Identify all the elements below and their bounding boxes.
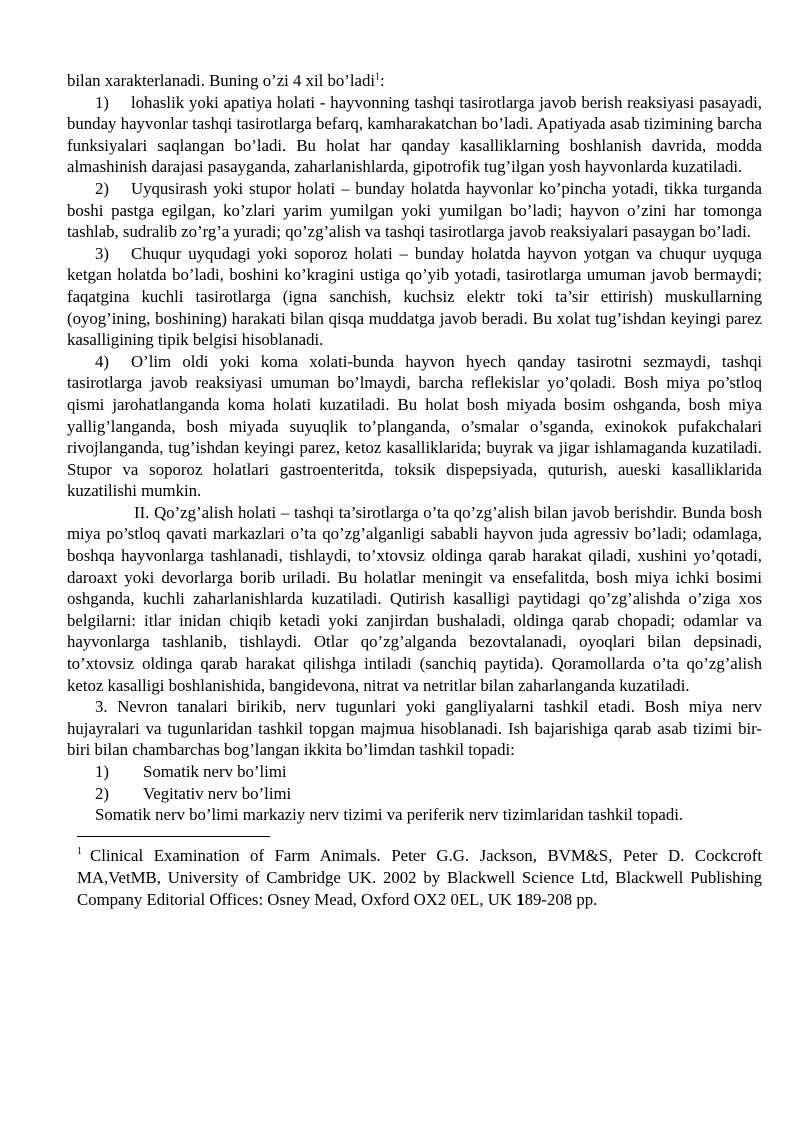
section-3-paragraph: 3. Nevron tanalari birikib, nerv tugunlari yoki gangliyalarni tashkil etadi. Bosh miya nerv hujayralari va tugunlaridan tashkil topgan majmua hisoblanadi. Ish bajarishiga qarab asab tizimi bir-biri bilan chambarchas bog’langan ikkita bo’limdan tashkil topadi:	[67, 697, 762, 760]
list-item-text: O’lim oldi yoki koma xolati-bunda hayvon hyech qanday tasirotni sezmaydi, tashqi tasirotlarga javob reaksiyasi umuman bo’lmaydi, barcha reflekislar yo’qoladi. Bosh miya po’stloq qismi jarohatlanganda koma holati kuzatiladi. Bu holat bosh miyada bosim oshganda, bosh miya yallig’langanda, bosh miyada suyuqlik to’planganda, o’smalar o’sganda, exinokok pufakchalari rivojlanganda, tug’ishdan keyingi parez, ketoz kasalliklarida; buyrak va jigar ishlamaganda kuzatiladi. Stupor va soporoz holatlari gastroenteritda, toksik dispepsiyada, quturish, aueski kasalliklarida kuzatilishi mumkin.	[67, 351, 762, 501]
footnote-reference[interactable]: 1	[375, 71, 381, 83]
list-item-text: Uyqusirash yoki stupor holati – bunday holatda hayvonlar ko’pincha yotadi, tikka turganda boshi pastga egilgan, ko’zlari yarim yumilgan yoki yumilgan bo’ladi; hayvon o’zini har tomonga tashlab, sudralib zo’rg’a yuradi; qo’zg’alish va tashqi tasirotlarga javob reaksiyalari pasaygan bo’ladi.	[67, 178, 762, 242]
division-number: 1)	[95, 762, 109, 781]
footnote-pages-bold: 1	[516, 889, 525, 909]
intro-line	[67, 70, 762, 92]
division-text: Vegitativ nerv bo’limi	[143, 783, 292, 803]
division-item	[67, 783, 762, 805]
division-number: 2)	[95, 783, 109, 803]
division-item	[67, 761, 762, 783]
footnote-pages: 89-208 pp.	[524, 889, 598, 909]
footnote	[77, 845, 762, 911]
list-item	[67, 243, 762, 351]
list-item-number: 2)	[95, 178, 109, 198]
intro-text: bilan xarakterlanadi. Buning o’zi 4 xil bo’ladi	[67, 71, 376, 90]
list-item-text: Chuqur uyqudagi yoki soporoz holati – bunday holatda hayvon yotgan va chuqur uyquga ketgan holatda bo’ladi, boshini ko’kragini ustiga qo’yib yotadi, tasirotlarga umuman javob bermaydi; faqatgina kuchli tasirotlarga (igna sanchish, kuchsiz elektr toki ta’sir ettirish) muskullarning (oyog’ining, boshining) harakati bilan qisqa muddatga javob beradi. Bu xolat tug’ishdan keyingi parez kasalligining tipik belgisi hisoblanadi.	[67, 243, 762, 350]
footnote-divider	[77, 836, 270, 837]
list-item	[67, 351, 762, 502]
list-item-text: lohaslik yoki apatiya holati - hayvonning tashqi tasirotlarga javob berish reaksiyasi pasayadi, bunday hayvonlar tashqi tasirotlarga befarq, kamharakatchan bo’ladi. Apatiyada asab tizimining barcha funksiyalari saqlangan bo’ladi. Bu holat har qanday kasalliklarning boshlanish davrida, modda almashinish darajasi pasayganda, zaharlanishlarda, gipotrofik tug’ilgan yosh hayvonlarda kuzatiladi.	[67, 92, 762, 177]
list-item	[67, 92, 762, 178]
footnote-text: Clinical Examination of Farm Animals. Peter G.G. Jackson, BVM&S, Peter D. Cockcroft MA,VetMB, University of Cambridge UK. 2002 by Blackwell Science Ltd, Blackwell Publishing Company Editorial Offices: Osney Mead, Oxford OX2 0EL, UK	[77, 845, 762, 909]
section-ii-paragraph: II. Qo’zg’alish holati – tashqi ta’sirotlarga o’ta qo’zg’alish bilan javob berishdir. Bunda bosh miya po’stloq qavati markazlari o’ta qo’zg’alganligi sababli hayvon juda agressiv bo’ladi; odamlaga, boshqa hayvonlarga tashlanadi, tishlaydi, to’xtovsiz oldinga qarab harakat qiladi, xushini yo’qotadi, daroaxt yoki devorlarga borib uriladi. Bu holatlar meningit va ensefalitda, bosh miya ichki bosimi oshganda, kuchli zaharlanishlarda kuzatiladi. Qutirish kasalligi paytidagi qo’zg’alishda o’ziga xos belgilarni: itlar inidan chiqib ketadi yoki zanjirdan bushaladi, oldinga qarab chopadi; odamlar va hayvonlarga tashlanib, tishlaydi. Otlar qo’zg’alganda bezovtalanadi, oyoqlari bilan depsinadi, to’xtovsiz oldinga qarab harakat qilishga intiladi (sanchiq paytida). Qoramollarda o’ta qo’zg’alish ketoz kasalligi boshlanishida, bangidevona, nitrat va netritlar bilan zaharlanganda kuzatiladi.	[67, 502, 762, 695]
list-item-number: 4)	[95, 351, 109, 371]
footnote-mark: 1	[77, 846, 82, 858]
list-item-number: 3)	[95, 243, 109, 263]
list-item	[67, 178, 762, 243]
division-text: Somatik nerv bo’limi	[143, 762, 287, 781]
intro-tail: :	[380, 71, 385, 90]
closing-paragraph: Somatik nerv bo’limi markaziy nerv tizimi va periferik nerv tizimlaridan tashkil topadi.	[95, 805, 684, 825]
list-item-number: 1)	[95, 92, 109, 112]
